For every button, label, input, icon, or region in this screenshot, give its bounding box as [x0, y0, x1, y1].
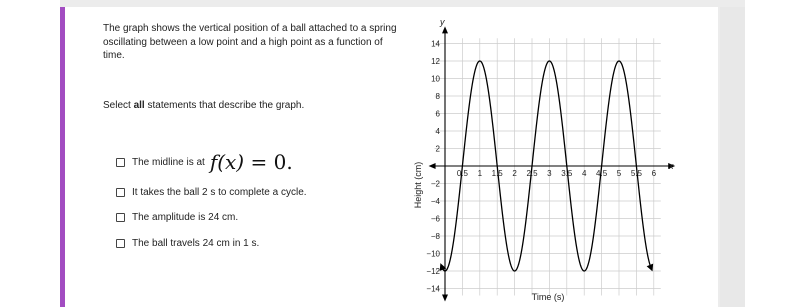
- instruction-bold: all: [133, 100, 145, 111]
- x-axis-label: Time (s): [531, 292, 565, 302]
- y-tick-label: 4: [435, 127, 440, 136]
- x-tick-label: 3: [547, 169, 552, 178]
- instruction-suffix: statements that describe the graph.: [144, 100, 305, 111]
- y-tick-label: −4: [430, 197, 440, 206]
- y-tick-label: −14: [426, 284, 440, 294]
- y-tick-label: −10: [426, 249, 440, 259]
- x-tick-label: 1: [477, 169, 483, 178]
- x-tick-label: 4.5: [596, 169, 608, 178]
- x-tick-label: 6: [651, 169, 657, 178]
- x-tick-label: 3.5: [561, 169, 573, 178]
- instruction-prefix: Select: [103, 100, 134, 111]
- option-travel-label: The ball travels 24 cm in 1 s.: [132, 238, 260, 249]
- option-cycle-label: It takes the ball 2 s to complete a cycle.: [132, 187, 307, 198]
- x-tick-label: 1.5: [491, 169, 503, 178]
- y-tick-label: −6: [430, 214, 440, 224]
- question-prompt: The graph shows the vertical position of a ball attached to a spring oscillating between a low point and a high point as a function of time.: [103, 23, 397, 61]
- x-tick-label: 5: [616, 169, 622, 178]
- math-rhs: 0: [273, 150, 287, 174]
- math-lhs: f(x): [209, 150, 245, 174]
- y-axis-arrow-down: [442, 295, 448, 302]
- math-eq: =: [250, 150, 268, 174]
- y-axis-label: Height (cm): [413, 161, 423, 209]
- x-tick-label: 2.5: [526, 169, 538, 178]
- grid-lines: [435, 38, 661, 295]
- y-tick-label: 8: [435, 92, 440, 101]
- x-axis-arrow-left: [429, 163, 436, 169]
- x-tick-label: 5.5: [630, 169, 642, 178]
- math-end: .: [286, 150, 293, 174]
- y-axis-letter: y: [440, 17, 445, 27]
- x-tick-label: 4: [581, 169, 587, 178]
- axes: [429, 26, 676, 301]
- y-tick-label: 10: [431, 74, 440, 84]
- option-amplitude-label: The amplitude is 24 cm.: [132, 212, 239, 223]
- y-axis-arrow-up: [442, 26, 448, 33]
- y-tick-label: −2: [430, 179, 440, 189]
- y-tick-label: 6: [435, 109, 440, 119]
- x-tick-label: 0.5: [456, 169, 468, 178]
- y-tick-label: 12: [431, 57, 440, 66]
- y-tick-label: 14: [431, 39, 440, 49]
- x-tick-label: 2: [512, 169, 517, 178]
- x-axis-letter: x: [669, 161, 674, 171]
- y-tick-label: −8: [430, 232, 440, 241]
- option-midline-label: The midline is at: [132, 156, 205, 168]
- y-tick-label: 2: [435, 144, 440, 154]
- y-tick-label: −12: [426, 267, 440, 276]
